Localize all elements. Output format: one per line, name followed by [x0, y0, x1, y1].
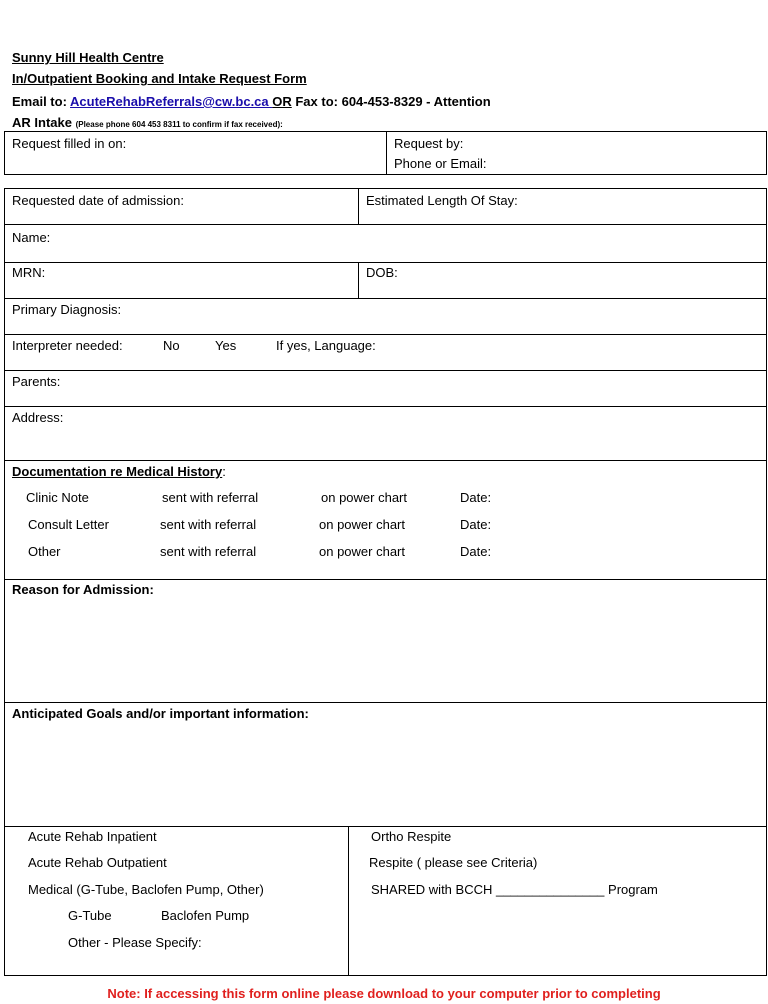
or-text: OR [272, 94, 292, 109]
program-baclofen-pump[interactable]: Baclofen Pump [161, 908, 250, 923]
doc-date-label: Date: [460, 517, 492, 532]
row-divider [4, 460, 767, 461]
date-stay-divider [358, 188, 359, 224]
program-gtube[interactable]: G-Tube [68, 908, 112, 923]
doc-sent-with-referral[interactable]: sent with referral [160, 517, 257, 532]
program-ortho-respite[interactable]: Ortho Respite [371, 829, 452, 844]
doc-consult-letter[interactable]: Consult Letter [28, 517, 109, 532]
phone-email-label: Phone or Email: [394, 156, 487, 171]
program-acute-rehab-inpatient[interactable]: Acute Rehab Inpatient [28, 829, 157, 844]
doc-clinic-note[interactable]: Clinic Note [26, 490, 89, 505]
documentation-colon: : [222, 464, 226, 479]
programs-divider [348, 826, 349, 976]
row-divider [4, 224, 767, 225]
intake-line [12, 115, 283, 130]
row-divider [4, 370, 767, 371]
documentation-title-text: Documentation re Medical History [12, 464, 223, 479]
form-title: In/Outpatient Booking and Intake Request Form [12, 71, 307, 86]
request-divider [386, 131, 387, 175]
request-by-label: Request by: [394, 136, 464, 151]
footer-note: Note: If accessing this form online please download to your computer prior to completing [107, 986, 661, 1001]
requested-date-label: Requested date of admission: [12, 193, 184, 208]
organization-name: Sunny Hill Health Centre [12, 50, 164, 65]
mrn-label: MRN: [12, 265, 46, 280]
program-respite[interactable]: Respite ( please see Criteria) [369, 855, 538, 870]
doc-sent-with-referral[interactable]: sent with referral [160, 544, 257, 559]
name-label: Name: [12, 230, 51, 245]
fax-text: Fax to: 604-453-8329 - Attention [291, 94, 491, 109]
documentation-title [12, 464, 226, 479]
program-medical[interactable]: Medical (G-Tube, Baclofen Pump, Other) [28, 882, 264, 897]
row-divider [4, 334, 767, 335]
program-acute-rehab-outpatient[interactable]: Acute Rehab Outpatient [28, 855, 167, 870]
length-of-stay-label: Estimated Length Of Stay: [366, 193, 518, 208]
address-label: Address: [12, 410, 64, 425]
doc-on-power-chart[interactable]: on power chart [321, 490, 407, 505]
language-label: If yes, Language: [276, 338, 376, 353]
email-prefix: Email to: [12, 94, 71, 109]
reason-box [4, 579, 767, 703]
doc-on-power-chart[interactable]: on power chart [319, 544, 405, 559]
intake-label: AR Intake [12, 115, 76, 130]
intake-note: (Please phone 604 453 8311 to confirm if fax received): [75, 120, 283, 129]
dob-label: DOB: [366, 265, 398, 280]
doc-date-label: Date: [460, 490, 492, 505]
row-divider [4, 262, 767, 263]
interpreter-label: Interpreter needed: [12, 338, 123, 353]
email-link[interactable]: AcuteRehabReferrals@cw.bc.ca [70, 94, 273, 109]
doc-other[interactable]: Other [28, 544, 61, 559]
interpreter-yes-option[interactable]: Yes [215, 338, 237, 353]
primary-diagnosis-label: Primary Diagnosis: [12, 302, 122, 317]
interpreter-no-option[interactable]: No [163, 338, 180, 353]
row-divider [4, 406, 767, 407]
request-filled-in-label: Request filled in on: [12, 136, 127, 151]
programs-box [4, 826, 767, 976]
anticipated-goals-label: Anticipated Goals and/or important information: [12, 706, 309, 721]
doc-date-label: Date: [460, 544, 492, 559]
doc-on-power-chart[interactable]: on power chart [319, 517, 405, 532]
program-other-specify[interactable]: Other - Please Specify: [68, 935, 202, 950]
email-line [12, 94, 491, 109]
program-shared-bcch[interactable]: SHARED with BCCH _______________ Program [371, 882, 658, 897]
parents-label: Parents: [12, 374, 61, 389]
mrn-dob-divider [358, 262, 359, 298]
row-divider [4, 298, 767, 299]
reason-for-admission-label: Reason for Admission: [12, 582, 154, 597]
doc-sent-with-referral[interactable]: sent with referral [162, 490, 259, 505]
